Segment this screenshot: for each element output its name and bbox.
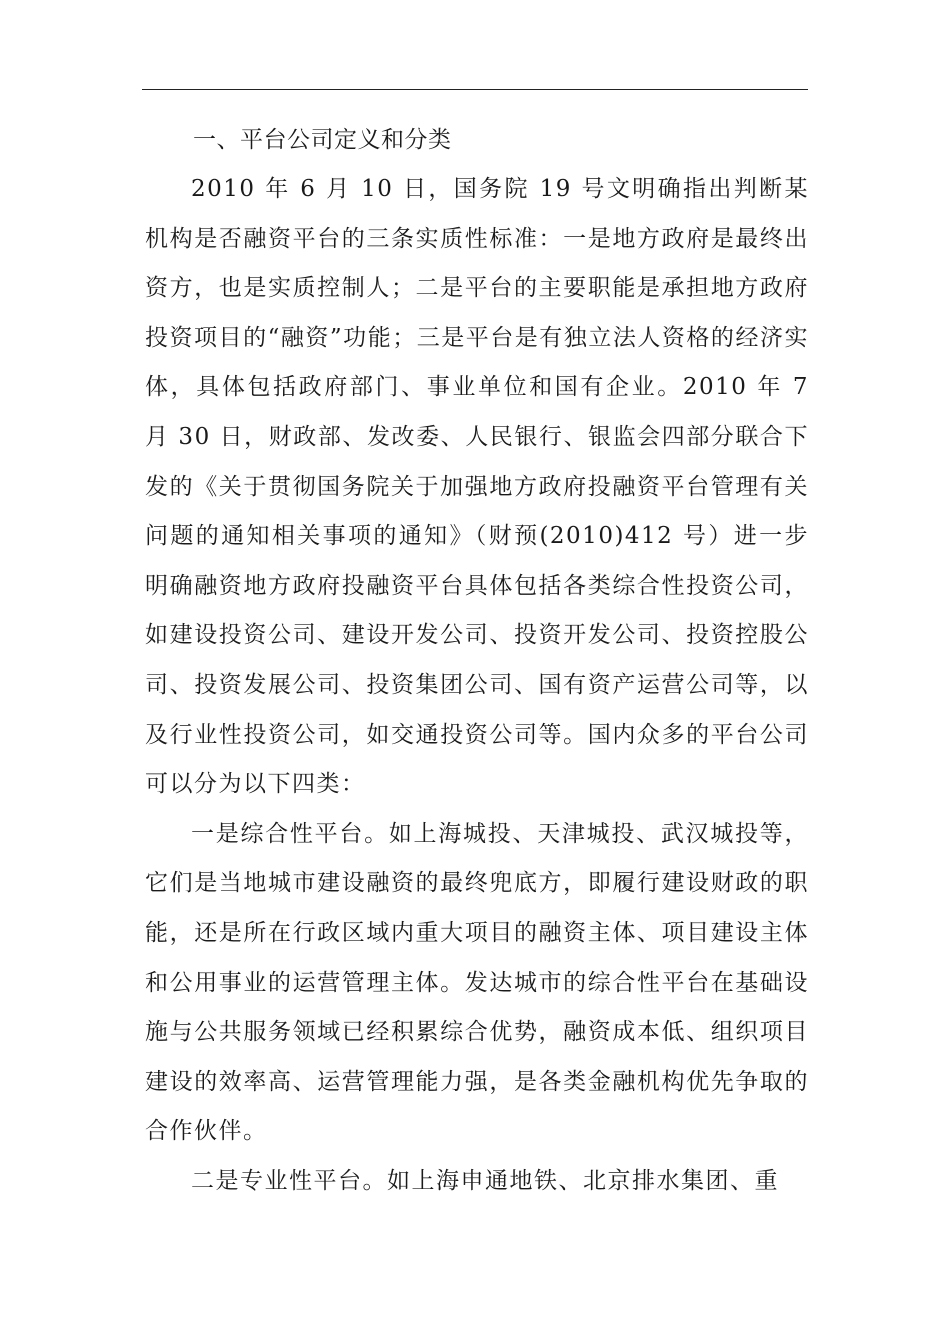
paragraph-specialized-platform: 二是专业性平台。如上海申通地铁、北京排水集团、重 (191, 1167, 779, 1194)
document-body (145, 115, 809, 1206)
paragraph-definition: 2010 年 6 月 10 日，国务院 19 号文明确指出判断某机构是否融资平台的三条实质性标准：一是地方政府是最终出资方，也是实质控制人；二是平台的主要职能是承担地方政府投资项目的“融资”功能；三是平台是有独立法人资格的经济实体，具体包括政府部门、事业单位和国有企业。2010 年 7 月 30 日，财政部、发改委、人民银行、银监会四部分联合下发的《关于贯彻国务院关于加强地方政府投融资平台管理有关问题的通知相关事项的通知》（财预(2010)412 号）进一步明确融资地方政府投融资平台具体包括各类综合性投资公司，如建设投资公司、建设开发公司、投资开发公司、投资控股公司、投资发展公司、投资集团公司、国有资产运营公司等，以及行业性投资公司，如交通投资公司等。国内众多的平台公司可以分为以下四类： (145, 176, 809, 798)
paragraph-comprehensive-platform: 一是综合性平台。如上海城投、天津城投、武汉城投等，它们是当地城市建设融资的最终兜底方，即履行建设财政的职能，还是所在行政区域内重大项目的融资主体、项目建设主体和公用事业的运营管理主体。发达城市的综合性平台在基础设施与公共服务领域已经积累综合优势，融资成本低、组织项目建设的效率高、运营管理能力强，是各类金融机构优先争取的合作伙伴。 (145, 820, 809, 1145)
header-rule (142, 89, 808, 90)
section-heading: 一、平台公司定义和分类 (193, 127, 452, 153)
